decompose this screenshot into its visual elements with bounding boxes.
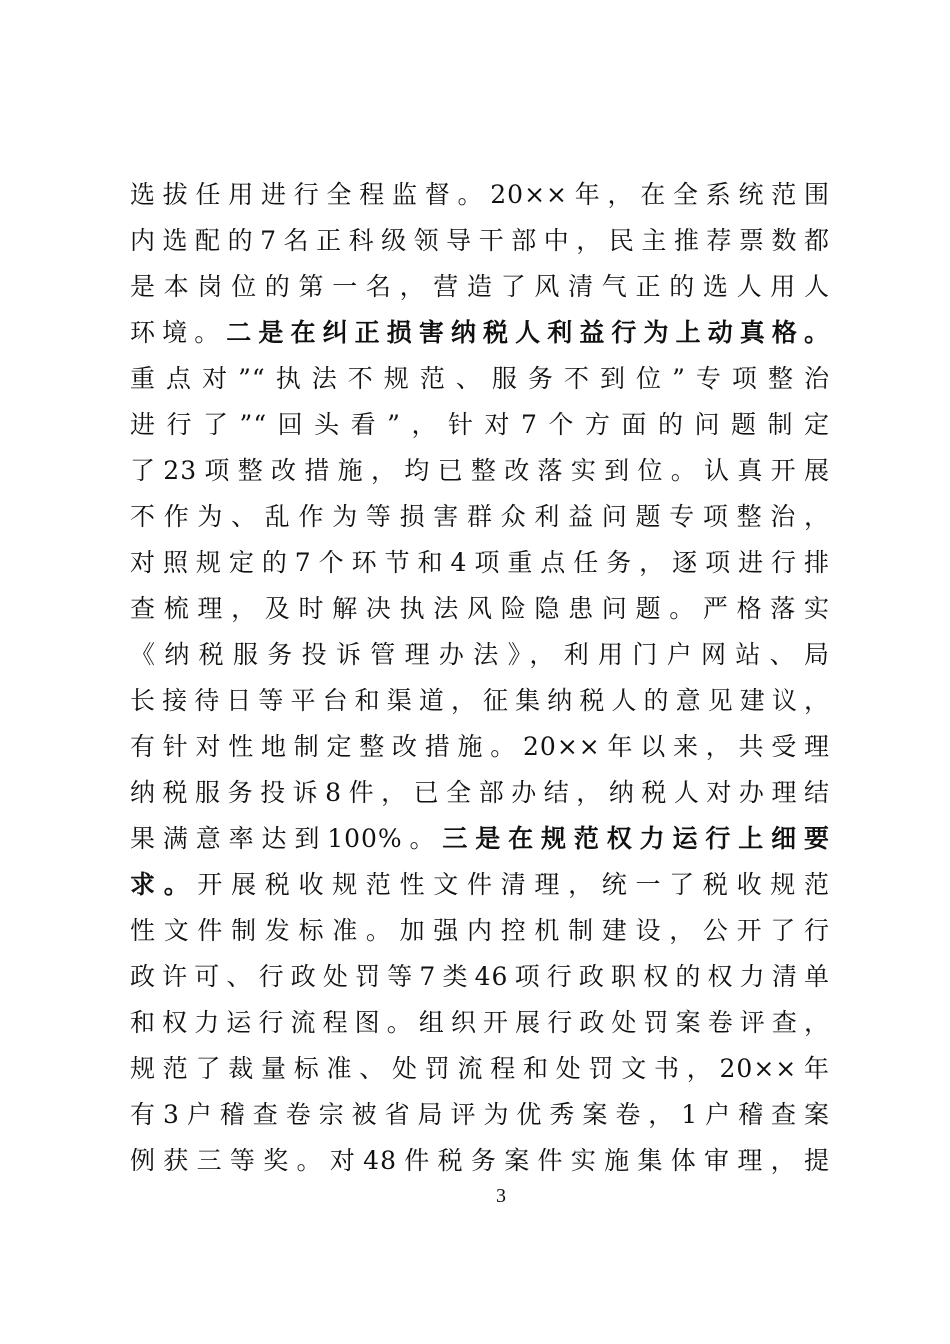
text-line bbox=[130, 218, 830, 264]
text-line bbox=[130, 172, 830, 218]
bold-text-segment: 二是在纠正损害纳税人利益行为上动真格。 bbox=[226, 318, 830, 347]
text-segment: 查梳理，及时解决执法风险隐患问题。严格落实 bbox=[130, 594, 830, 623]
text-segment: 纳税服务投诉8件，已全部办结，纳税人对办理结 bbox=[130, 778, 830, 807]
text-segment: 性文件制发标准。加强内控机制建设，公开了行 bbox=[130, 916, 830, 945]
text-line bbox=[130, 862, 830, 908]
text-segment: 有针对性地制定整改措施。20××年以来，共受理 bbox=[130, 732, 830, 761]
body-paragraph bbox=[130, 172, 830, 1184]
text-line bbox=[130, 1000, 830, 1046]
text-line bbox=[130, 402, 830, 448]
text-line bbox=[130, 264, 830, 310]
text-segment: 果满意率达到100%。 bbox=[130, 824, 443, 853]
text-segment: 政许可、行政处罚等7类46项行政职权的权力清单 bbox=[130, 962, 830, 991]
text-segment: 和权力运行流程图。组织开展行政处罚案卷评查， bbox=[130, 1008, 830, 1037]
text-segment: 有3户稽查卷宗被省局评为优秀案卷，1户稽查案 bbox=[130, 1100, 830, 1129]
text-line bbox=[130, 494, 830, 540]
text-segment: 内选配的7名正科级领导干部中，民主推荐票数都 bbox=[130, 226, 830, 255]
text-segment: 开展税收规范性文件清理，统一了税收规范 bbox=[197, 870, 830, 899]
text-line bbox=[130, 770, 830, 816]
text-line bbox=[130, 908, 830, 954]
text-line bbox=[130, 632, 830, 678]
text-segment: 了23项整改措施，均已整改落实到位。认真开展 bbox=[130, 456, 830, 485]
text-line bbox=[130, 356, 830, 402]
text-segment: 对照规定的7个环节和4项重点任务，逐项进行排 bbox=[130, 548, 830, 577]
text-segment: 长接待日等平台和渠道，征集纳税人的意见建议， bbox=[130, 686, 830, 715]
text-line bbox=[130, 310, 830, 356]
text-line bbox=[130, 1138, 830, 1184]
text-line bbox=[130, 1092, 830, 1138]
text-line bbox=[130, 724, 830, 770]
text-line bbox=[130, 816, 830, 862]
page-number: 3 bbox=[496, 1185, 506, 1207]
text-segment: 不作为、乱作为等损害群众利益问题专项整治， bbox=[130, 502, 830, 531]
text-segment: 选拔任用进行全程监督。20××年，在全系统范围 bbox=[130, 180, 830, 209]
text-line bbox=[130, 586, 830, 632]
text-line bbox=[130, 448, 830, 494]
text-line bbox=[130, 540, 830, 586]
bold-text-segment: 求。 bbox=[130, 870, 198, 899]
text-segment: 例获三等奖。对48件税务案件实施集体审理，提 bbox=[130, 1146, 830, 1175]
text-segment: 规范了裁量标准、处罚流程和处罚文书，20××年 bbox=[130, 1054, 830, 1083]
text-segment: 进行了”“回头看”，针对7个方面的问题制定 bbox=[130, 410, 830, 439]
text-line bbox=[130, 1046, 830, 1092]
text-segment: 环境。 bbox=[130, 318, 227, 347]
text-segment: 《纳税服务投诉管理办法》，利用门户网站、局 bbox=[130, 640, 830, 669]
text-line bbox=[130, 678, 830, 724]
text-segment: 是本岗位的第一名，营造了风清气正的选人用人 bbox=[130, 272, 830, 301]
text-line bbox=[130, 954, 830, 1000]
bold-text-segment: 三是在规范权力运行上细要 bbox=[442, 824, 830, 853]
text-segment: 重点对”“执法不规范、服务不到位”专项整治 bbox=[130, 364, 830, 393]
